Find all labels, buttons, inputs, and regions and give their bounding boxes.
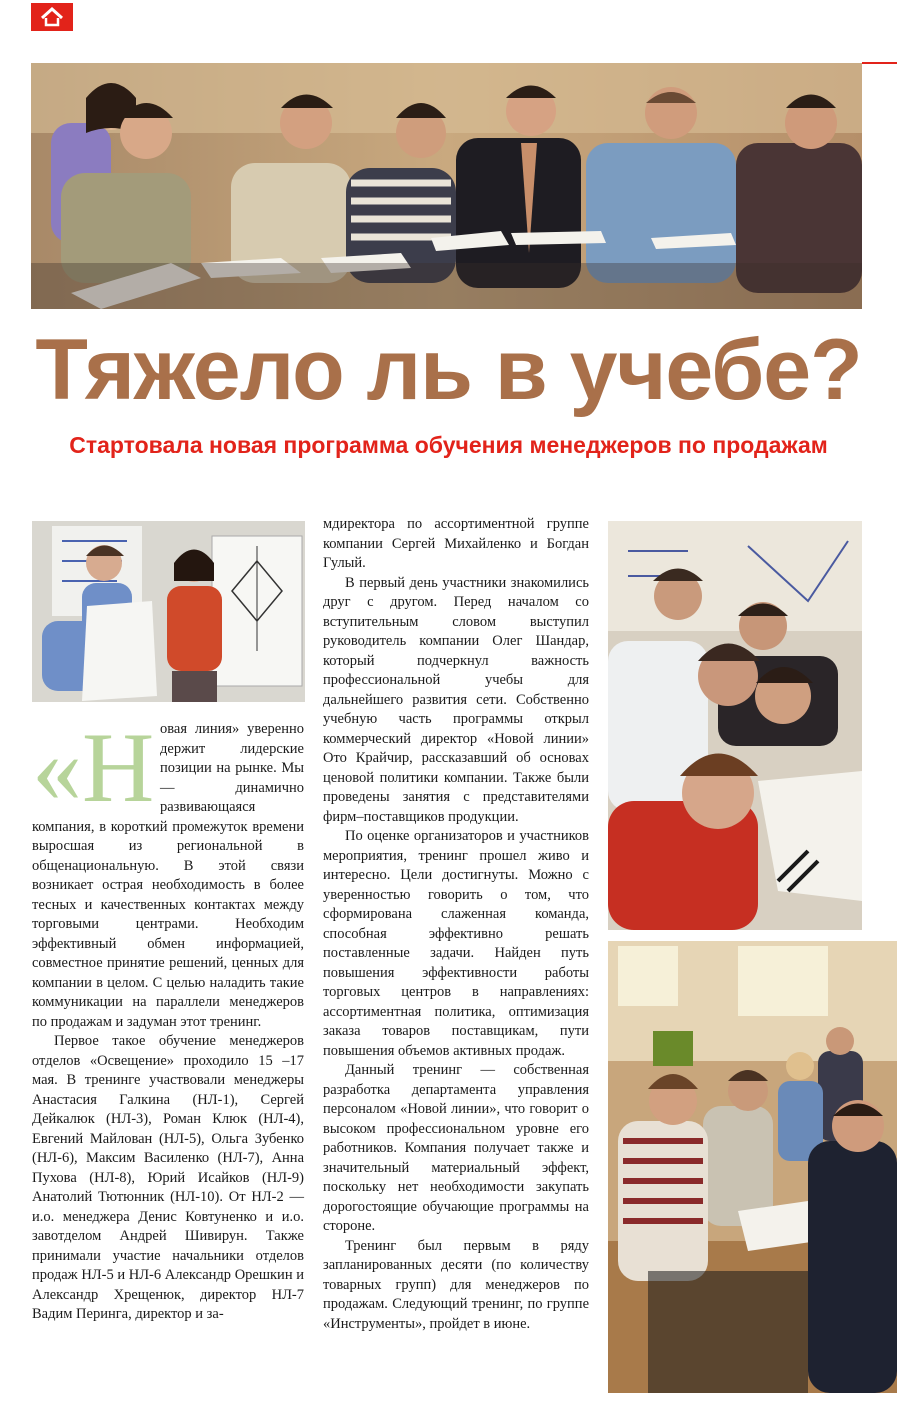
photo-participants-room: [608, 941, 897, 1393]
paragraph-next-training: Тренинг был первым в ряду запланированных десяти (по количеству товарных групп) для менеджеров по продажам. Следующий тренинг, по группе «Инструменты», пройдет в июне.: [323, 1237, 589, 1332]
paragraph-intro-text: овая линия» уверенно держит лидерские позиции на рынке. Мы — динамично развивающаяся компания, в короткий промежуток времени выросшая из региональной в общенациональную. В этой связи возникает острая необходимость в более тесных и качественных контактах между торговыми центрами. Необходим эффективный обмен информацией, совместное принятие решений, ценных для компании в целом. С целью наладить такие коммуникации на параллели менеджеров по продажам и задуман этот тренинг.: [32, 721, 304, 1030]
article-column-1: [32, 712, 304, 1325]
paragraph-participants: Первое такое обучение менеджеров отделов «Освещение» проходило 15 –17 мая. В тренинге участвовали менеджеры Анастасия Галкина (НЛ-1), Сергей Дейкалюк (НЛ-3), Роман Клюк (НЛ-4), Евгений Майлован (НЛ-5), Ольга Зубенко (НЛ-6), Максим Василенко (НЛ-7), Анна Пухова (НЛ-8), Юрий Исайков (НЛ-9) Анатолий Тютюнник (НЛ-10). От НЛ-2 — и.о. менеджера Денис Ковтуненко и и.о. завотделом Андрей Шивирун. Также принимали участие начальники отделов продаж НЛ-5 и НЛ-6 Александр Орешкин и Александр Хрещенюк, директор НЛ-7 Вадим Перинга, директор и за-: [32, 1033, 304, 1322]
home-icon[interactable]: [31, 3, 73, 31]
paragraph-first-day: В первый день участники знакомились друг с другом. Перед началом со вступительным словом выступил руководитель компании Олег Шандар, который подчеркнул важность профессиональной учебы для дальнейшего развития сети. Собственно учебную часть программы открыл коммерческий директор «Новой линии» Ото Крайчир, рассказавший об основах ценовой политики компании. Также были проведены занятия с представителями фирм–поставщиков продукции.: [323, 574, 589, 825]
paragraph-development: Данный тренинг — собственная разработка департамента управления персоналом «Новой линии», что говорит о высоком профессиональном уровне его работников. Компания получает также и значительный материальный эффект, поскольку нет необходимости закупать дорогостоящие обучающие программы на стороне.: [323, 1062, 589, 1234]
photo-group-working: [608, 521, 862, 930]
dropcap: «Н: [32, 712, 155, 823]
header-rule: [862, 62, 897, 64]
home-icon-glyph: [40, 7, 64, 27]
paragraph-continuation: мдиректора по ассортиментной группе компании Сергей Михайленко и Богдан Гулый.: [323, 516, 589, 571]
article-title: Тяжело ль в учебе?: [35, 322, 862, 418]
article-column-2: [323, 515, 589, 1334]
paragraph-evaluation: По оценке организаторов и участников мероприятия, тренинг прошел живо и интересно. Цели достигнуты. Можно с уверенностью говорить о том, что сформирована слаженная команда, способная эффективно решать поставленные задачи. Найден путь повышения эффективности работы торговых центров в направлениях: ассортиментная политика, оптимизация заказа товаров поставщикам, пути повышения объемов активных продаж.: [323, 828, 589, 1059]
article-subtitle: Стартовала новая программа обучения менеджеров по продажам: [69, 432, 828, 458]
photo-trainers-flipchart: [32, 521, 305, 702]
hero-photo: [31, 63, 862, 309]
paragraph-intro: [32, 712, 304, 1032]
